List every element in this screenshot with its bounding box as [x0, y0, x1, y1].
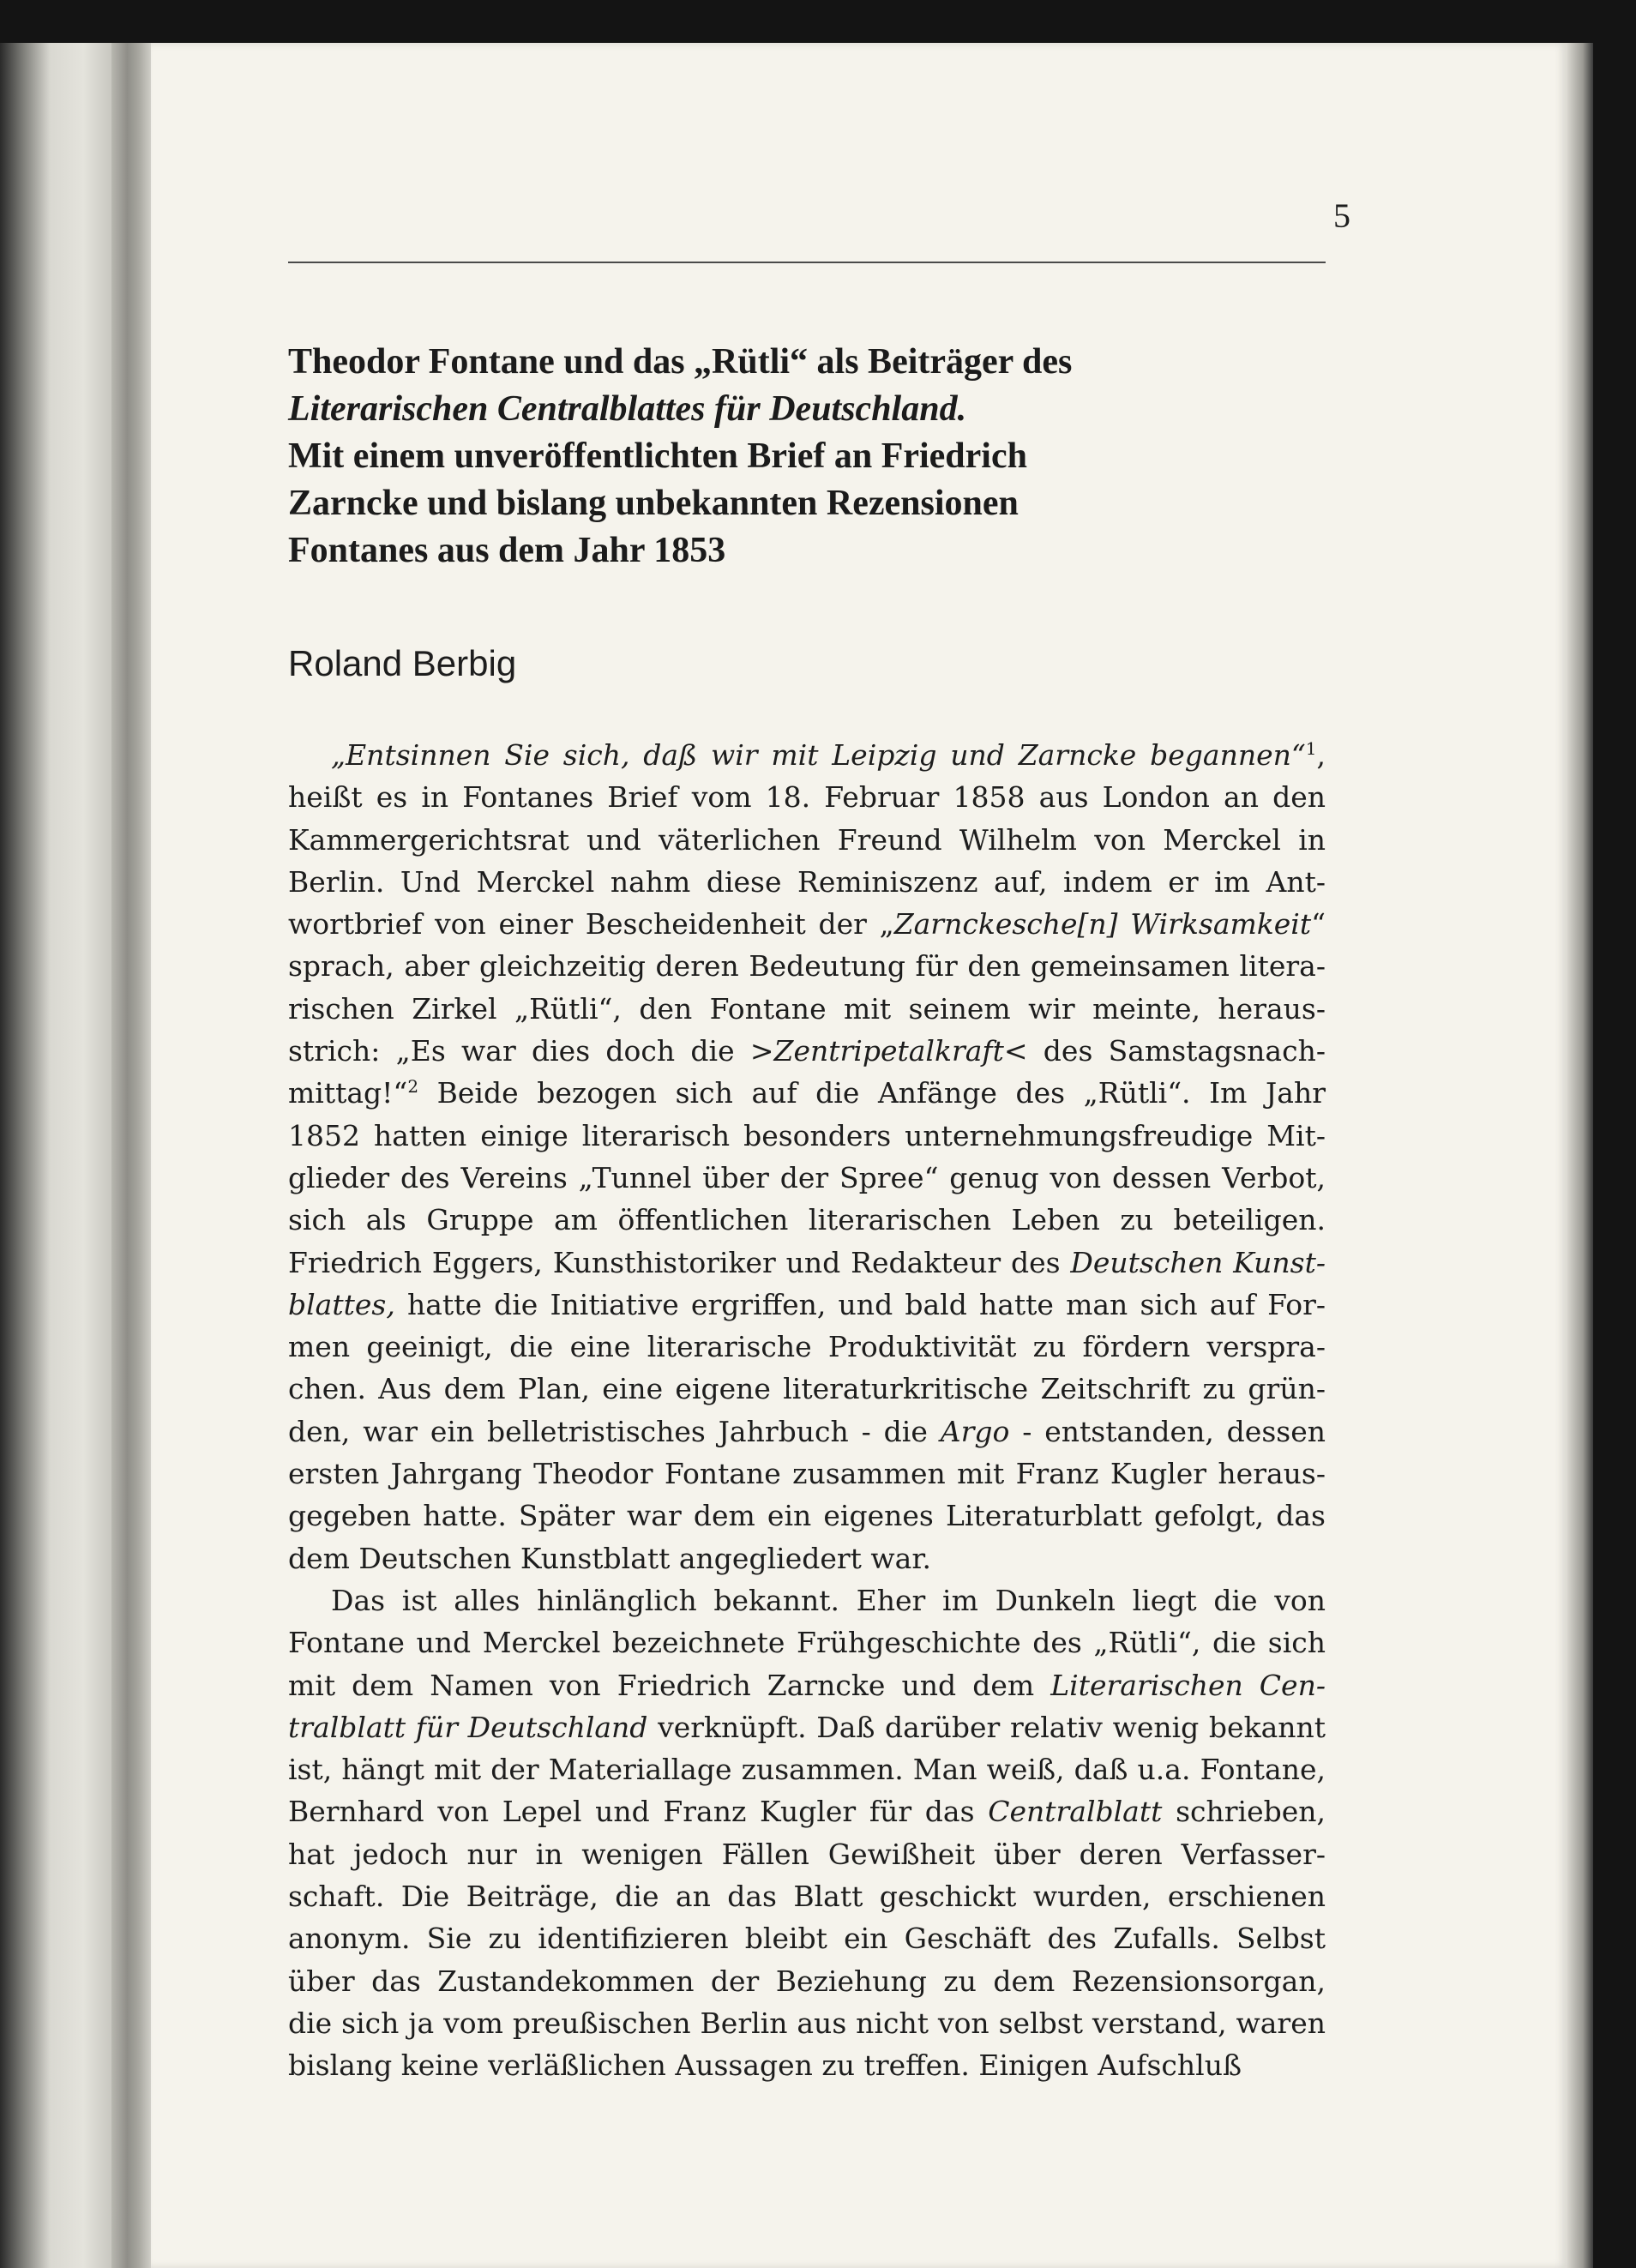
text-line	[288, 1833, 1326, 1875]
text-run: schaft. Die Beiträge, die an das Blatt geschickt wurden, erschienen	[288, 1880, 1326, 1914]
text-run: Centralblatt	[988, 1795, 1163, 1829]
text-run: den, war ein belletristisches Jahrbuch - die	[288, 1414, 941, 1448]
text-run: ,	[1316, 738, 1326, 772]
text-run: Zarnckesche[n] Wirksamkeit	[893, 907, 1312, 941]
text-line	[288, 1537, 1326, 1579]
text-run: „Entsinnen Sie sich, daß wir mit Leipzig und Zarncke begannen“	[331, 738, 1306, 772]
text-run: bislang keine verläßlichen Aussagen zu treffen. Einigen Aufschluß	[288, 2048, 1242, 2083]
text-run: Deutschen Kunst-	[1070, 1245, 1326, 1279]
text-run: blattes,	[288, 1287, 395, 1321]
text-run: dem Deutschen Kunstblatt angegliedert war.	[288, 1541, 931, 1575]
title-line: Mit einem unveröffentlichten Brief an Friedrich	[288, 436, 1027, 476]
text-run: rischen Zirkel „Rütli“, den Fontane mit seinem wir meinte, heraus-	[288, 991, 1326, 1026]
text-line	[288, 776, 1326, 818]
article-title	[288, 339, 1351, 575]
page-number: 5	[1333, 196, 1350, 235]
title-line: Literarischen Centralblattes für Deutschland.	[288, 389, 967, 429]
text-run: gegeben hatte. Später war dem ein eigenes Literaturblatt gefolgt, das	[288, 1499, 1326, 1533]
text-line	[288, 1621, 1326, 1663]
text-run: men geeinigt, die eine literarische Produktivität zu fördern verspra-	[288, 1330, 1326, 1364]
text-line	[288, 1030, 1326, 1072]
text-line	[288, 2044, 1326, 2086]
text-line	[288, 1157, 1326, 1199]
text-run: Bernhard von Lepel und Franz Kugler für das	[288, 1795, 989, 1829]
text-run: ist, hängt mit der Materiallage zusammen. Man weiß, daß u.a. Fontane,	[288, 1753, 1326, 1787]
text-run: mittag!“	[288, 1076, 408, 1110]
book-gutter	[111, 43, 151, 2268]
title-line: Theodor Fontane und das „Rütli“ als Beiträger des	[288, 342, 1073, 382]
text-run: < des Samstagsnach-	[1003, 1034, 1326, 1068]
text-line	[288, 988, 1326, 1030]
text-line	[288, 1960, 1326, 2002]
text-line	[288, 1368, 1326, 1410]
text-run: sich als Gruppe am öffentlichen literarischen Leben zu beteiligen.	[288, 1203, 1326, 1237]
text-run: anonym. Sie zu identifizieren bleibt ein Geschäft des Zufalls. Selbst	[288, 1922, 1326, 1956]
text-line	[288, 1072, 1326, 1114]
text-run: Argo	[940, 1414, 1010, 1448]
text-line	[288, 903, 1326, 945]
text-run: Beide bezogen sich auf die Anfänge des „Rütli“. Im Jahr	[418, 1076, 1326, 1110]
text-line	[288, 1875, 1326, 1917]
text-run: Kammergerichtsrat und väterlichen Freund Wilhelm von Merckel in	[288, 822, 1326, 857]
text-run: mit dem Namen von Friedrich Zarncke und dem	[288, 1668, 1051, 1702]
text-line	[288, 945, 1326, 987]
text-run: sprach, aber gleichzeitig deren Bedeutung für den gemeinsamen litera-	[288, 949, 1326, 984]
text-run: Berlin. Und Merckel nahm diese Reminiszenz auf, indem er im Ant-	[288, 864, 1326, 899]
text-run: Literarischen Cen-	[1050, 1668, 1326, 1702]
text-run: “	[1311, 907, 1326, 941]
title-line: Zarncke und bislang unbekannten Rezensionen	[288, 484, 1019, 523]
text-run: ersten Jahrgang Theodor Fontane zusammen mit Franz Kugler heraus-	[288, 1457, 1326, 1491]
text-line	[288, 1453, 1326, 1495]
text-line	[288, 2002, 1326, 2044]
text-run: 1852 hatten einige literarisch besonders unternehmungsfreudige Mit-	[288, 1118, 1326, 1152]
text-line	[288, 1579, 1326, 1621]
text-run: glieder des Vereins „Tunnel über der Spree“ genug von dessen Verbot,	[288, 1160, 1326, 1194]
header-rule	[288, 262, 1326, 263]
footnote-ref: 2	[407, 1076, 419, 1098]
text-run: Zentripetalkraft	[773, 1034, 1004, 1068]
footnote-ref: 1	[1305, 738, 1317, 759]
text-run: hatte die Initiative ergriffen, und bald hatte man sich auf For-	[394, 1287, 1326, 1321]
text-line	[288, 1115, 1326, 1157]
text-run: heißt es in Fontanes Brief vom 18. Februar 1858 aus London an den	[288, 780, 1326, 815]
text-run: hat jedoch nur in wenigen Fällen Gewißheit über deren Verfasser-	[288, 1837, 1326, 1871]
text-run: tralblatt für Deutschland	[288, 1710, 648, 1744]
text-line	[288, 1242, 1326, 1284]
paragraph-1	[288, 734, 1326, 1579]
text-line	[288, 1790, 1326, 1832]
text-line	[288, 1495, 1326, 1537]
text-run: über das Zustandekommen der Beziehung zu dem Rezensionsorgan,	[288, 1964, 1326, 1998]
text-run: schrieben,	[1162, 1795, 1326, 1829]
text-run: wortbrief von einer Bescheidenheit der „	[288, 907, 894, 941]
text-run: verknüpft. Daß darüber relativ wenig bekannt	[647, 1710, 1326, 1744]
text-line	[288, 1326, 1326, 1368]
text-run: Fontane und Merckel bezeichnete Frühgeschichte des „Rütli“, die sich	[288, 1626, 1326, 1660]
text-line	[288, 1917, 1326, 1959]
page-outer-edge	[1567, 43, 1593, 2268]
text-line	[288, 819, 1326, 861]
text-line	[288, 1284, 1326, 1326]
text-line	[288, 1706, 1326, 1748]
text-run: Friedrich Eggers, Kunsthistoriker und Redakteur des	[288, 1245, 1071, 1279]
author-name: Roland Berbig	[288, 643, 517, 683]
text-line	[288, 1664, 1326, 1706]
text-run: Das ist alles hinlänglich bekannt. Eher im Dunkeln liegt die von	[331, 1583, 1326, 1617]
paragraph-2	[288, 1579, 1326, 2087]
text-line	[288, 861, 1326, 903]
text-run: chen. Aus dem Plan, eine eigene literaturkritische Zeitschrift zu grün-	[288, 1372, 1326, 1406]
text-run: die sich ja vom preußischen Berlin aus nicht von selbst verstand, waren	[288, 2006, 1326, 2040]
text-line	[288, 1411, 1326, 1453]
text-run: - entstanden, dessen	[1009, 1414, 1326, 1448]
body-text	[288, 734, 1326, 2087]
title-line: Fontanes aus dem Jahr 1853	[288, 531, 726, 570]
text-run: strich: „Es war dies doch die >	[288, 1034, 774, 1068]
text-line	[288, 734, 1326, 776]
facing-page-edge	[0, 43, 111, 2268]
text-line	[288, 1748, 1326, 1790]
text-line	[288, 1199, 1326, 1241]
